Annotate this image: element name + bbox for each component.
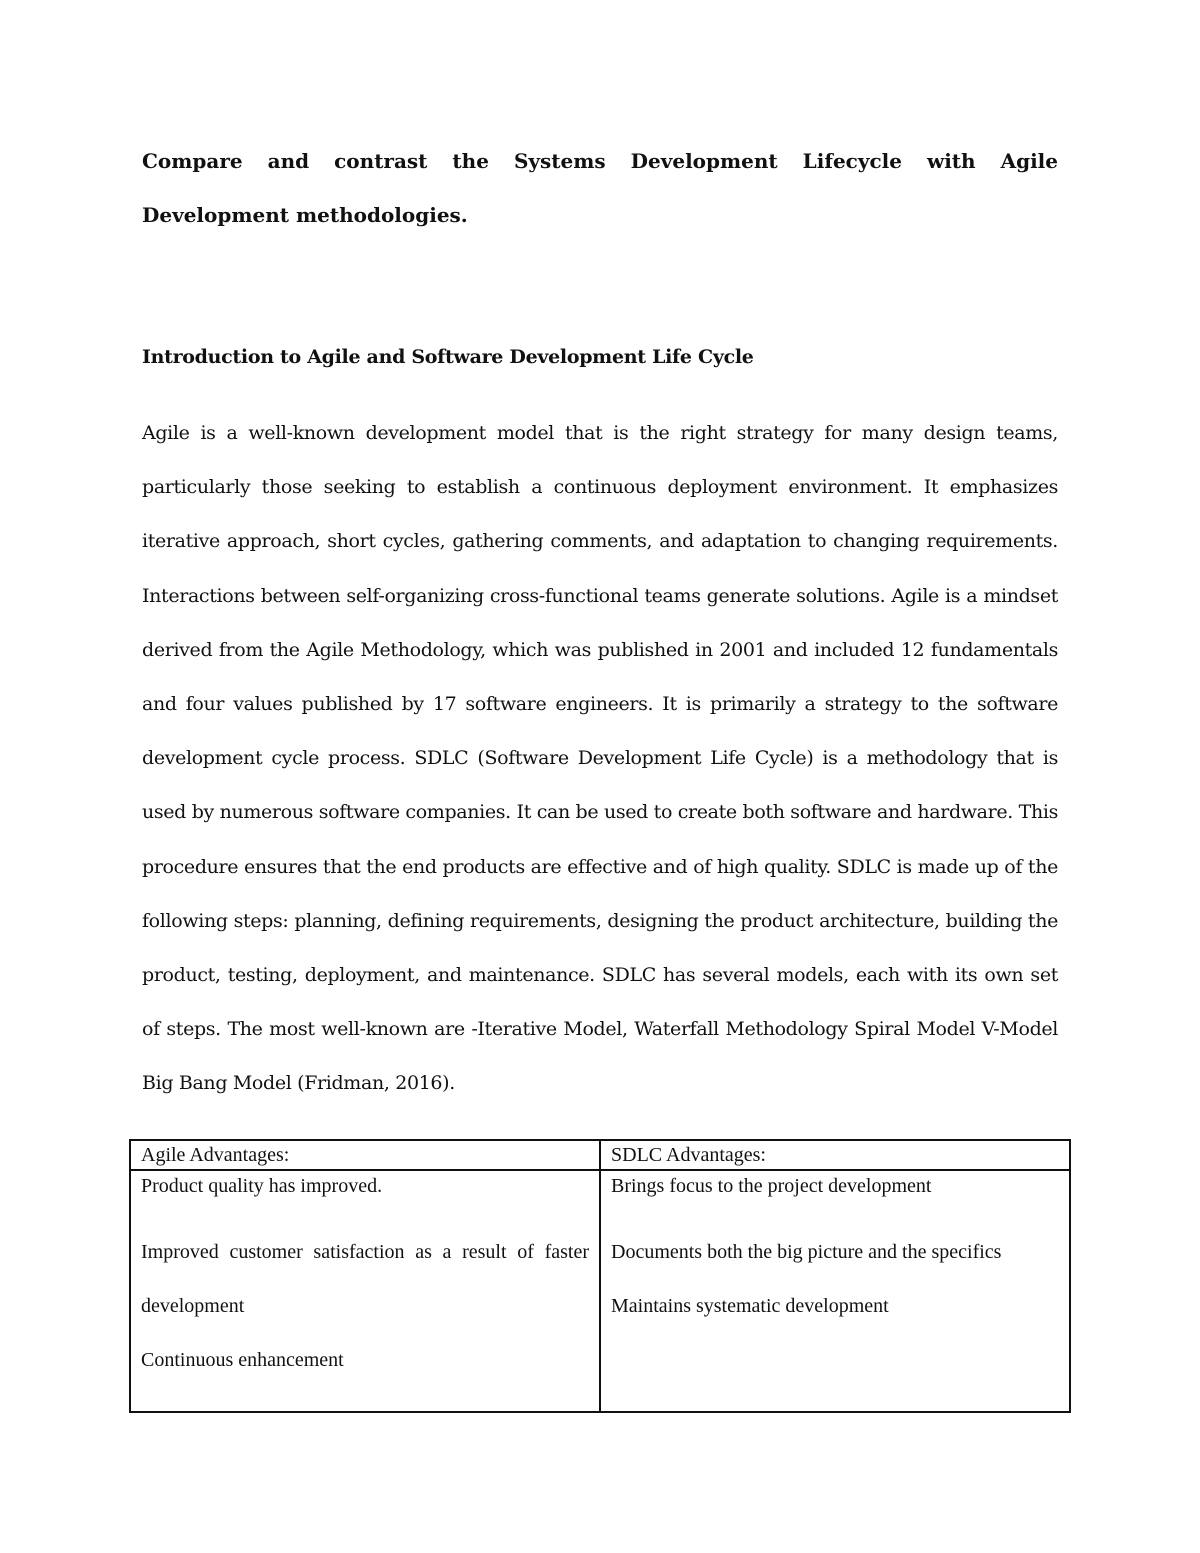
table-header-row xyxy=(130,1140,1070,1170)
document-title: Compare and contrast the Systems Development Lifecycle with Agile Development methodologies. xyxy=(142,149,1058,227)
agile-advantage-item: Improved customer satisfaction as a result of faster development xyxy=(141,1241,589,1317)
section-heading: Introduction to Agile and Software Development Life Cycle xyxy=(142,346,754,368)
agile-advantages-cell xyxy=(130,1170,600,1412)
table-body-row xyxy=(130,1170,1070,1412)
agile-advantage-item: Product quality has improved. xyxy=(141,1175,383,1197)
sdlc-advantage-item: Documents both the big picture and the specifics xyxy=(611,1241,1002,1263)
advantages-table xyxy=(129,1139,1071,1413)
agile-advantages-header: Agile Advantages: xyxy=(130,1140,600,1170)
sdlc-advantage-item: Maintains systematic development xyxy=(611,1295,889,1317)
sdlc-advantages-header: SDLC Advantages: xyxy=(600,1140,1070,1170)
sdlc-advantage-item: Brings focus to the project development xyxy=(611,1175,932,1197)
sdlc-advantages-cell xyxy=(600,1170,1070,1412)
agile-advantage-item: Continuous enhancement xyxy=(141,1349,344,1371)
introduction-paragraph: Agile is a well-known development model that is the right strategy for many design teams, particularly those seeking to establish a continuous deployment environment. It emphasizes iterative approach, short cycles, gathering comments, and adaptation to changing requirements. Interactions between self-organizing cross-functional teams generate solutions. Agile is a mindset derived from the Agile Methodology, which was published in 2001 and included 12 fundamentals and four values published by 17 software engineers. It is primarily a strategy to the software development cycle process. SDLC (Software Development Life Cycle) is a methodology that is used by numerous software companies. It can be used to create both software and hardware. This procedure ensures that the end products are effective and of high quality. SDLC is made up of the following steps: planning, defining requirements, designing the product architecture, building the product, testing, deployment, and maintenance. SDLC has several models, each with its own set of steps. The most well-known are -Iterative Model, Waterfall Methodology Spiral Model V-Model Big Bang Model (Fridman, 2016). xyxy=(142,422,1058,1095)
